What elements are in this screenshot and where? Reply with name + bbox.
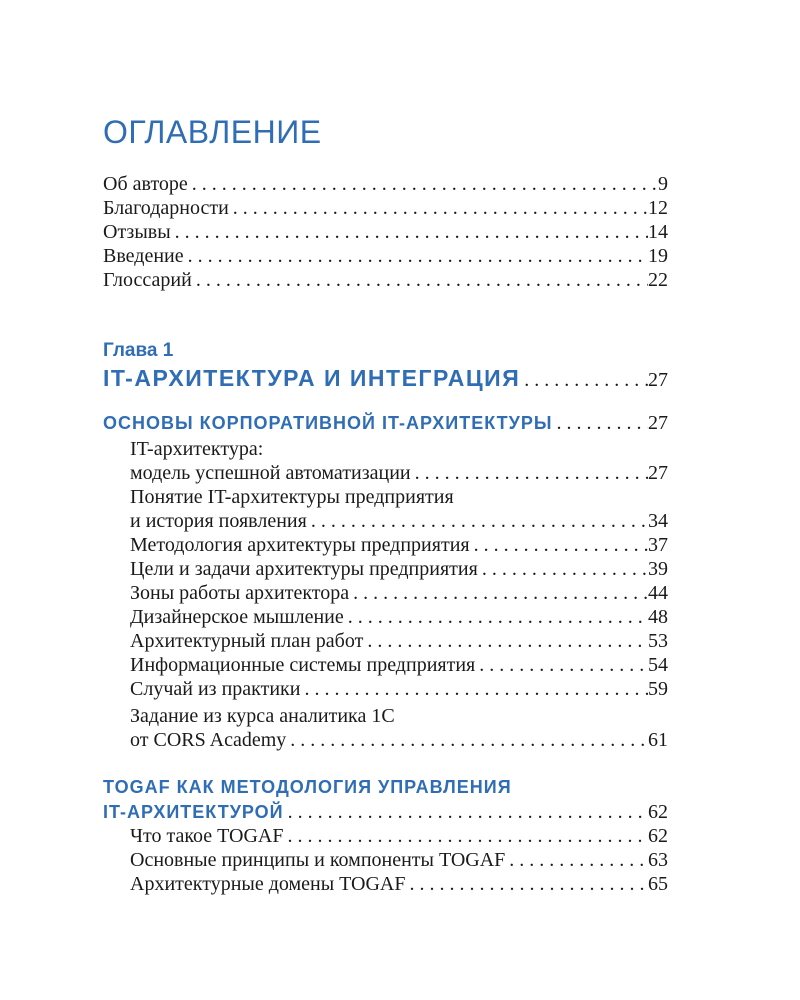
toc-section-foundations[interactable] [103,411,668,435]
toc-entry-goals[interactable] [130,557,668,581]
toc-entry-label: Архитектурные домены TOGAF [130,873,406,895]
section-title: ОСНОВЫ КОРПОРАТИВНОЙ IT-АРХИТЕКТУРЫ [103,413,553,433]
dot-leader [300,677,648,701]
toc-entry-label: Отзывы [103,221,171,243]
toc-entry-label: Случай из практики [130,678,301,700]
toc-entry-label-line1: IT-архитектура: [130,438,264,460]
toc-page-number: 63 [648,849,668,871]
toc-page-number: 19 [648,245,668,267]
toc-entry-label: Глоссарий [103,269,192,291]
toc-page-number: 62 [648,801,668,823]
toc-page-number: 34 [648,510,668,532]
toc-section-togaf[interactable] [103,800,668,824]
chapter-title: IT-АРХИТЕКТУРА И ИНТЕГРАЦИЯ [103,365,521,391]
toc-entry-it-architecture[interactable] [130,461,668,485]
toc-page-number: 54 [648,654,668,676]
toc-entry-label: Об авторе [103,173,188,195]
toc-entry-enterprise-architecture-concept[interactable] [130,509,668,533]
toc-entry-togaf-domains[interactable] [130,872,668,896]
page-title: ОГЛАВЛЕНИЕ [103,114,322,150]
toc-entry-design-thinking[interactable] [130,605,668,629]
dot-leader [229,196,648,220]
toc-page-number: 59 [648,678,668,700]
toc-entry-label-line1: Понятие IT-архитектуры предприятия [130,486,454,508]
toc-entry-course-assignment[interactable] [130,728,668,752]
dot-leader [307,509,648,533]
toc-entry-label: и история появления [130,510,307,532]
toc-page-number: 48 [648,606,668,628]
toc-entry-label: Цели и задачи архитектуры предприятия [130,558,478,580]
toc-page-number: 27 [648,369,668,391]
toc-entry-case-study[interactable] [130,677,668,701]
dot-leader [286,728,648,752]
toc-entry-label: модель успешной автоматизации [130,462,411,484]
dot-leader [406,872,649,896]
section-title: IT-АРХИТЕКТУРОЙ [103,802,284,822]
toc-page-number: 12 [648,197,668,219]
toc-entry-reviews[interactable] [103,220,668,244]
toc-entry-about-author[interactable] [103,172,668,196]
toc-entry-information-systems[interactable] [130,653,668,677]
toc-page-number: 44 [648,582,668,604]
dot-leader [171,220,648,244]
toc-page-number: 62 [648,825,668,847]
toc-entry-label: Введение [103,245,184,267]
section-title-line1: TOGAF КАК МЕТОДОЛОГИЯ УПРАВЛЕНИЯ [103,777,512,797]
dot-leader [520,366,648,394]
toc-entry-label: Зоны работы архитектора [130,582,350,604]
toc-page-number: 37 [648,534,668,556]
toc-entry-label: Информационные системы предприятия [130,654,476,676]
toc-entry-what-is-togaf[interactable] [130,824,668,848]
dot-leader [475,653,648,677]
toc-entry-label: Благодарности [103,197,229,219]
dot-leader [188,172,658,196]
toc-entry-label: Архитектурный план работ [130,630,364,652]
toc-entry-work-plan[interactable] [130,629,668,653]
toc-entry-togaf-principles[interactable] [130,848,668,872]
toc-entry-label: Дизайнерское мышление [130,606,344,628]
dot-leader [184,244,648,268]
toc-entry-methodology[interactable] [130,533,668,557]
dot-leader [283,824,648,848]
toc-page-number: 61 [648,729,668,751]
toc-entry-label: Методология архитектуры предприятия [130,534,470,556]
toc-page-number: 14 [648,221,668,243]
toc-page-number: 39 [648,558,668,580]
toc-entry-label: Основные принципы и компоненты TOGAF [130,849,506,871]
toc-entry-label: Что такое TOGAF [130,825,284,847]
dot-leader [478,557,648,581]
toc-page-number: 27 [648,412,668,434]
dot-leader [470,533,648,557]
toc-entry-label-line1: Задание из курса аналитика 1С [130,705,395,727]
dot-leader [363,629,648,653]
dot-leader [505,848,648,872]
dot-leader [552,411,648,435]
toc-chapter-1[interactable] [103,364,668,392]
toc-page-number: 22 [648,269,668,291]
toc-page-number: 9 [658,173,668,195]
dot-leader [192,268,648,292]
toc-entry-architect-zones[interactable] [130,581,668,605]
dot-leader [349,581,648,605]
toc-entry-introduction[interactable] [103,244,668,268]
dot-leader [344,605,648,629]
dot-leader [284,800,648,824]
toc-page-number: 27 [648,462,668,484]
chapter-label: Глава 1 [103,340,174,361]
toc-entry-acknowledgements[interactable] [103,196,668,220]
toc-page-number: 53 [648,630,668,652]
toc-entry-label: от CORS Academy [130,729,287,751]
toc-page-number: 65 [648,873,668,895]
toc-entry-glossary[interactable] [103,268,668,292]
dot-leader [411,461,648,485]
